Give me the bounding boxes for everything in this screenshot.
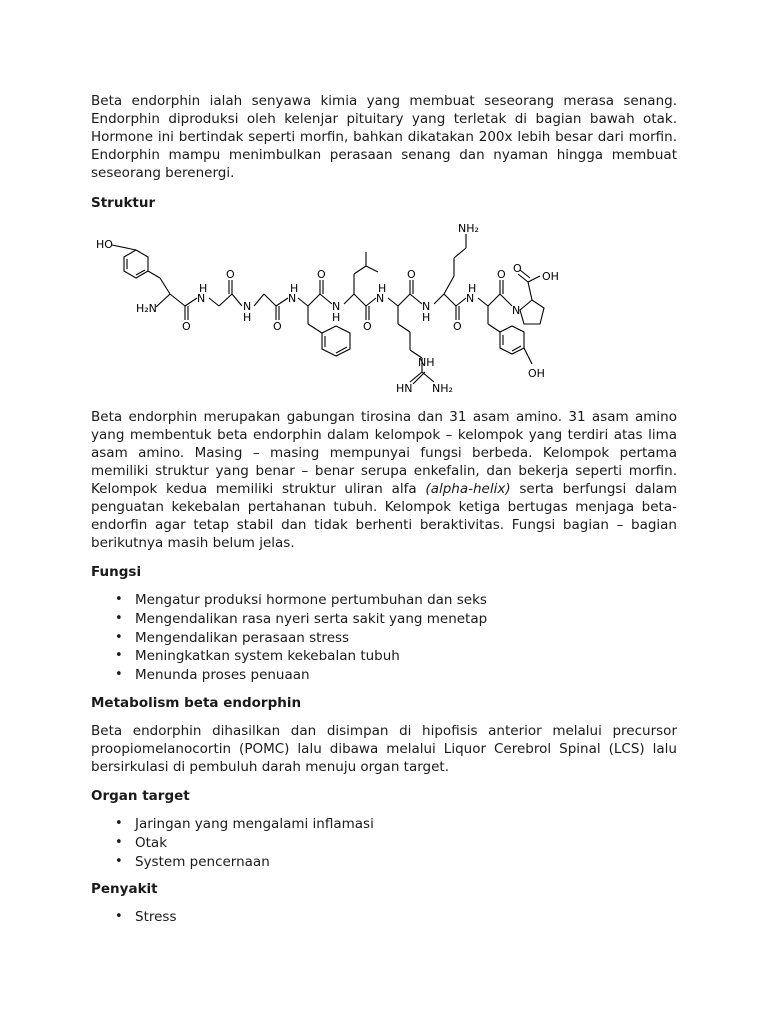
metabolism-heading: Metabolism beta endorphin [91, 694, 302, 711]
label-o-5: O [363, 320, 372, 333]
label-h-3: H [290, 282, 299, 295]
penyakit-list [91, 908, 677, 927]
label-n-2: N [243, 300, 252, 313]
label-hn-imine: HN [396, 382, 413, 395]
struktur-heading: Struktur [91, 195, 156, 211]
label-o-8: O [497, 268, 506, 281]
organ-heading: Organ target [91, 787, 190, 804]
organ-list [91, 815, 677, 871]
alpha-helix-term: (alpha-helix) [425, 481, 511, 497]
fungsi-heading: Fungsi [91, 564, 142, 580]
label-h-7: H [468, 282, 477, 295]
list-item: • Stress [91, 908, 677, 927]
label-o-2: O [226, 268, 235, 281]
label-n-5: N [376, 292, 385, 305]
struktur-paragraph-end: serta berfungsi dalam penguatan kekebalan pertahanan tubuh. Kelompok ketiga bertugas menjaga beta-endorfin agar tetap stabil dan tidak berhenti beraktivitas. Fungsi bagian – bagian berikutnya masih belum jelas. [91, 481, 677, 551]
label-h-2: H [243, 311, 252, 324]
label-o-9: O [513, 262, 522, 275]
label-nh2-imine: NH₂ [432, 382, 453, 395]
beta-endorphin-structure [92, 220, 572, 400]
label-n-7: N [466, 292, 475, 305]
label-h-5: H [378, 282, 387, 295]
struktur-paragraph-start: Beta endorphin merupakan gabungan tirosina dan 31 asam amino. 31 asam amino yang membentuk beta endorphin dalam kelompok – kelompok yang terdiri atas lima asam amino. Masing – masing mempunyai fungsi berbeda. Kelompok pertama memiliki struktur yang benar – benar serupa enkefalin, dan bekerja seperti morfin. Kelompok kedua memiliki struktur uliran alfa [91, 409, 677, 497]
struktur-paragraph [91, 408, 677, 552]
label-h-6: H [422, 311, 431, 324]
list-item: • Mengendalikan rasa nyeri serta sakit yang menetap [91, 610, 677, 629]
label-h-1: H [199, 282, 208, 295]
list-item: • Mengendalikan perasaan stress [91, 629, 677, 648]
label-n-8: N [512, 304, 521, 317]
label-o-1: O [182, 320, 191, 333]
document-content-lower [91, 408, 677, 927]
label-h2n: H₂N [136, 302, 157, 315]
list-item: • Menunda proses penuaan [91, 666, 677, 685]
label-n-1: N [197, 292, 206, 305]
label-n-6: N [422, 300, 431, 313]
label-oh-top: OH [542, 270, 559, 283]
metabolism-paragraph: Beta endorphin dihasilkan dan disimpan di hipofisis anterior melalui precursor proopiomelanocortin (POMC) lalu dibawa melalui Liquor Cerebrol Spinal (LCS) lalu bersirkulasi di pembuluh darah menuju organ target. [91, 722, 677, 775]
label-n-4: N [332, 300, 341, 313]
label-nh2-top: NH₂ [458, 222, 479, 235]
label-o-3: O [273, 320, 282, 333]
label-h-4: H [332, 311, 341, 324]
list-item: • Meningkatkan system kekebalan tubuh [91, 647, 677, 666]
label-nh-imine: NH [418, 356, 435, 369]
intro-paragraph: Beta endorphin ialah senyawa kimia yang membuat seseorang merasa senang. Endorphin diproduksi oleh kelenjar pituitary yang terletak di bagian bawah otak. Hormone ini bertindak seperti morfin, bahkan dikatakan 200x lebih besar dari morfin. Endorphin mampu menimbulkan perasaan senang dan nyaman hingga membuat seseorang berenergi. [91, 93, 677, 181]
penyakit-heading: Penyakit [91, 881, 158, 898]
label-ho: HO [96, 238, 113, 251]
fungsi-list [91, 591, 677, 685]
list-item: • Otak [91, 834, 677, 853]
label-o-6: O [407, 268, 416, 281]
list-item: • System pencernaan [91, 853, 677, 872]
label-n-3: N [288, 292, 297, 305]
list-item: • Jaringan yang mengalami inflamasi [91, 815, 677, 834]
list-item: • Mengatur produksi hormone pertumbuhan dan seks [91, 591, 677, 610]
document-content [91, 92, 677, 212]
label-oh-bottom: OH [528, 367, 545, 380]
label-o-4: O [317, 268, 326, 281]
label-o-7: O [453, 320, 462, 333]
